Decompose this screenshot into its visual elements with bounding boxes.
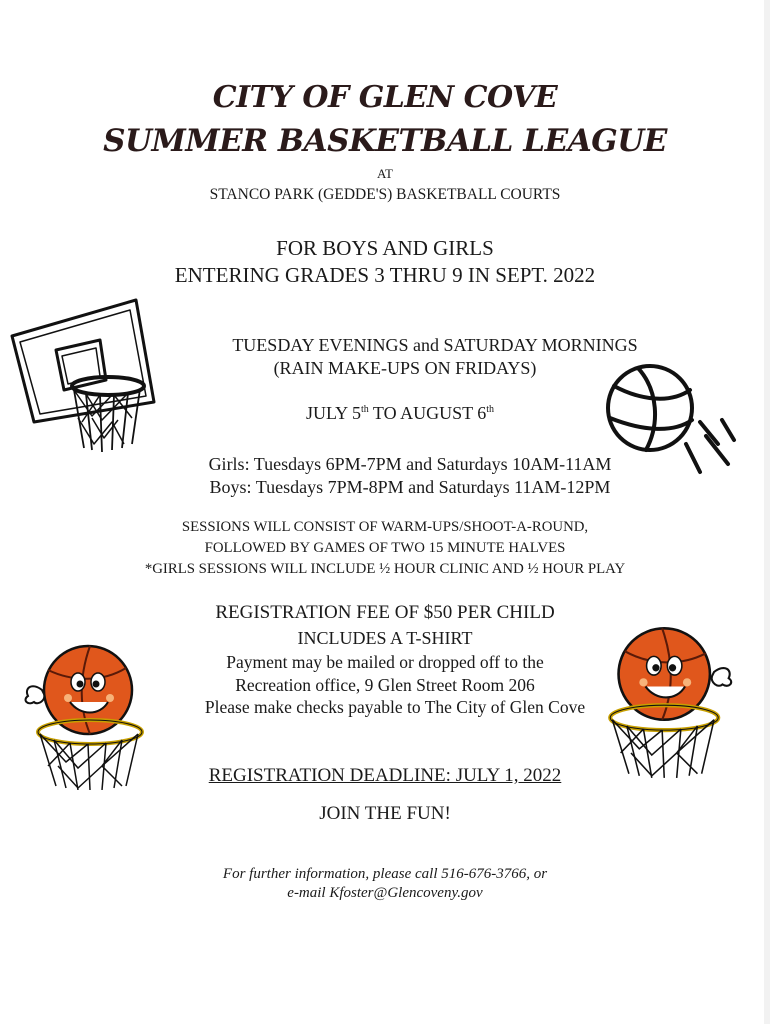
sessions-line-3: *GIRLS SESSIONS WILL INCLUDE ½ HOUR CLINIC AND ½ HOUR PLAY	[144, 561, 626, 577]
girls-schedule: Girls: Tuesdays 6PM-7PM and Saturdays 10AM-11AM	[208, 454, 612, 474]
registration-deadline: REGISTRATION DEADLINE: JULY 1, 2022	[208, 765, 562, 786]
payment-line-1: Payment may be mailed or dropped off to the	[226, 652, 544, 672]
payment-line-2: Recreation office, 9 Glen Street Room 206	[235, 675, 535, 695]
fee-line-1: REGISTRATION FEE OF $50 PER CHILD	[215, 602, 555, 623]
at-label: AT	[377, 166, 393, 181]
rain-makeups: (RAIN MAKE-UPS ON FRIDAYS)	[273, 358, 537, 378]
title-line-1: CITY OF GLEN COVE	[212, 80, 558, 115]
basketball-hoop-icon	[8, 298, 158, 458]
audience-line-1: FOR BOYS AND GIRLS	[276, 236, 494, 260]
boys-schedule: Boys: Tuesdays 7PM-8PM and Saturdays 11AM-12PM	[209, 477, 611, 497]
fee-line-2: INCLUDES A T-SHIRT	[297, 628, 473, 648]
smiling-basketball-in-net-icon	[18, 640, 148, 790]
flying-basketball-icon	[600, 360, 740, 486]
info-line-1: For further information, please call 516-676-3766, or	[222, 866, 548, 882]
join-the-fun: JOIN THE FUN!	[319, 803, 451, 824]
venue: STANCO PARK (GEDDE'S) BASKETBALL COURTS	[209, 186, 561, 203]
sessions-line-2: FOLLOWED BY GAMES OF TWO 15 MINUTE HALVES	[204, 540, 566, 556]
smiling-basketball-in-net-icon	[604, 620, 739, 780]
sessions-line-1: SESSIONS WILL CONSIST OF WARM-UPS/SHOOT-A-ROUND,	[181, 519, 589, 535]
audience-line-2: ENTERING GRADES 3 THRU 9 IN SEPT. 2022	[174, 263, 596, 287]
payment-line-3: Please make checks payable to The City of Glen Cove	[204, 697, 586, 717]
title-line-2: SUMMER BASKETBALL LEAGUE	[103, 123, 667, 159]
info-line-2: e-mail Kfoster@Glencoveny.gov	[287, 885, 483, 901]
schedule-days: TUESDAY EVENINGS and SATURDAY MORNINGS	[232, 335, 638, 355]
season-dates: JULY 5th TO AUGUST 6th	[305, 403, 495, 423]
